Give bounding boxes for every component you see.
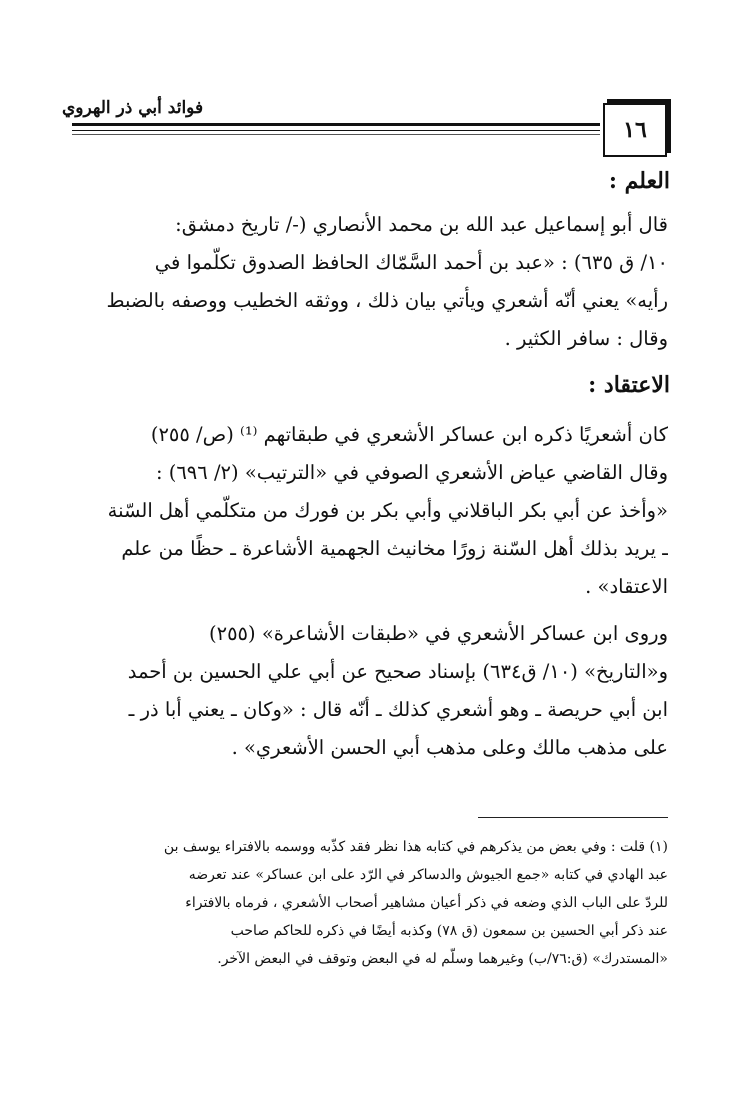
text-line: رأيه» يعني أنّه أشعري ويأتي بيان ذلك ، ووثقه الخطيب ووصفه بالضبط: [106, 289, 668, 312]
footnote-line: للردّ على الباب الذي وضعه في ذكر أعيان مشاهير أصحاب الأشعري ، فرماه بالافتراء: [185, 895, 668, 911]
section-heading-creed: الاعتقاد :: [588, 372, 670, 398]
text-line: على مذهب مالك وعلى مذهب أبي الحسن الأشعري» .: [231, 736, 668, 759]
text-line: ابن أبي حريصة ـ وهو أشعري كذلك ـ أنّه قال : «وكان ـ يعني أبا ذر ـ: [128, 698, 668, 721]
header-rule: [72, 123, 600, 126]
footnote-line: (١) قلت : وفي بعض من يذكرهم في كتابه هذا نظر فقد كذّبه ووسمه بالافتراء يوسف بن: [163, 839, 668, 855]
footnote-line: عند ذكر أبي الحسين بن سمعون (ق ٧٨) وكذبه أيضًا في ذكره للحاكم صاحب: [230, 923, 668, 939]
footnote-separator: [478, 817, 668, 818]
paragraph-knowledge: [73, 206, 668, 358]
running-title: فوائد أبي ذر الهروي: [62, 98, 204, 118]
text-line: وروى ابن عساكر الأشعري في «طبقات الأشاعرة» (٢٥٥): [209, 622, 668, 645]
header-rule-thin-lower: [72, 134, 600, 135]
footnote-line: عبد الهادي في كتابه «جمع الجيوش والدساكر في الرّد على ابن عساكر» عند تعرضه: [188, 867, 668, 883]
page-number: ١٦: [603, 103, 667, 157]
footnote: [73, 833, 668, 973]
footnote-line: «المستدرك» (ق:٧٦/ب) وغيرهما وسلّم له في البعض وتوقف في البعض الآخر.: [217, 951, 668, 967]
text-line: وقال القاضي عياض الأشعري الصوفي في «الترتيب» (٢/ ٦٩٦) :: [155, 461, 668, 484]
header-rule-thin: [72, 130, 600, 131]
text-line: قال أبو إسماعيل عبد الله بن محمد الأنصاري (-/ تاريخ دمشق:: [175, 213, 668, 236]
paragraph-creed: [73, 416, 668, 606]
text-line: و«التاريخ» (١٠/ ق٦٣٤) بإسناد صحيح عن أبي علي الحسين بن أحمد: [127, 660, 668, 683]
text-line: كان أشعريًا ذكره ابن عساكر الأشعري في طبقاتهم ⁽¹⁾ (ص/ ٢٥٥): [150, 423, 668, 446]
text-line: ـ يريد بذلك أهل السّنة زورًا مخانيث الجهمية الأشاعرة ـ حظًا من علم: [121, 537, 668, 560]
text-line: «وأخذ عن أبي بكر الباقلاني وأبي بكر بن فورك من متكلّمي أهل السّنة: [107, 499, 668, 522]
paragraph-narration: [73, 615, 668, 767]
text-line: ١٠/ ق ٦٣٥) : «عبد بن أحمد السَّمّاك الحافظ الصدوق تكلّموا في: [154, 251, 668, 274]
section-heading-knowledge: العلم :: [608, 168, 670, 194]
text-line: الاعتقاد» .: [585, 575, 668, 598]
text-line: وقال : سافر الكثير .: [504, 327, 668, 350]
